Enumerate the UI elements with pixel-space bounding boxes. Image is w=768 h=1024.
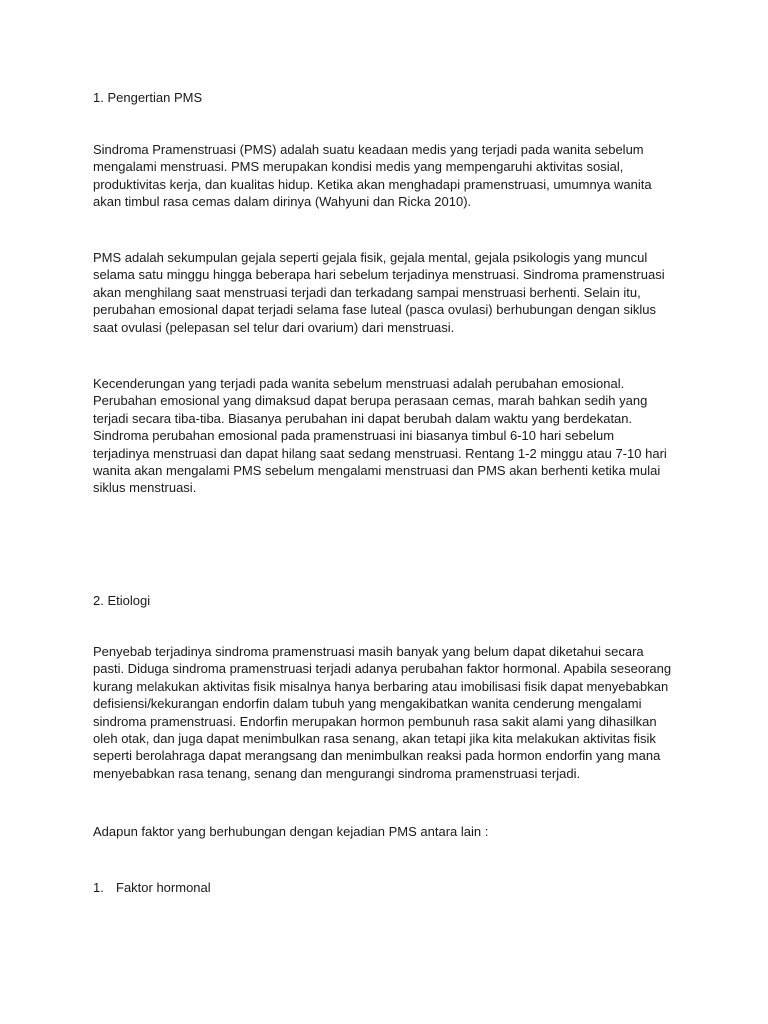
paragraph-factors-intro: Adapun faktor yang berhubungan dengan kejadian PMS antara lain : [93,824,489,839]
list-item-number: 1. [93,880,104,895]
section-heading-pengertian: 1. Pengertian PMS [93,90,203,105]
paragraph-definition: Sindroma Pramenstruasi (PMS) adalah suatu keadaan medis yang terjadi pada wanita sebelum mengalami menstruasi. PMS merupakan kondisi medis yang mempengaruhi aktivitas sosial, produktivitas kerja, dan kualitas hidup. Ketika akan menghadapi pramenstruasi, umumnya wanita akan timbul rasa cemas dalam dirinya (Wahyuni dan Ricka 2010). [93,142,652,210]
paragraph-symptoms: PMS adalah sekumpulan gejala seperti gejala fisik, gejala mental, gejala psikologis yang muncul selama satu minggu hingga beberapa hari sebelum terjadinya menstruasi. Sindroma pramenstruasi akan menghilang saat menstruasi terjadi dan terkadang sampai menstruasi berhenti. Selain itu, perubahan emosional dapat terjadi selama fase luteal (pasca ovulasi) berhubungan dengan siklus saat ovulasi (pelepasan sel telur dari ovarium) dari menstruasi. [93,250,665,335]
section-heading-etiologi: 2. Etiologi [93,593,151,608]
list-item-hormonal [93,879,211,896]
paragraph-emotional-changes: Kecenderungan yang terjadi pada wanita sebelum menstruasi adalah perubahan emosional. Perubahan emosional yang dimaksud dapat berupa perasaan cemas, marah bahkan sedih yang terjadi secara tiba-tiba. Biasanya perubahan ini dapat berubah dalam waktu yang berdekatan. Sindroma perubahan emosional pada pramenstruasi ini biasanya timbul 6-10 hari sebelum terjadinya menstruasi dan dapat hilang saat sedang menstruasi. Rentang 1-2 minggu atau 7-10 hari wanita akan mengalami PMS sebelum mengalami menstruasi dan PMS akan berhenti ketika mulai siklus menstruasi. [93,376,667,496]
paragraph-causes: Penyebab terjadinya sindroma pramenstruasi masih banyak yang belum dapat diketahui secara pasti. Diduga sindroma pramenstruasi terjadi adanya perubahan faktor hormonal. Apabila seseorang kurang melakukan aktivitas fisik misalnya hanya berbaring atau imobilisasi fisik dapat menyebabkan defisiensi/kekurangan endorfin dalam tubuh yang mengakibatkan wanita cenderung mengalami sindroma pramenstruasi. Endorfin merupakan hormon pembunuh rasa sakit alami yang dihasilkan oleh otak, dan juga dapat menimbulkan rasa senang, akan tetapi jika kita melakukan aktivitas fisik seperti berolahraga dapat merangsang dan menimbulkan reaksi pada hormon endorfin yang mana menyebabkan rasa tenang, senang dan mengurangi sindroma pramenstruasi terjadi. [93,644,672,781]
list-item-text: Faktor hormonal [116,880,211,895]
